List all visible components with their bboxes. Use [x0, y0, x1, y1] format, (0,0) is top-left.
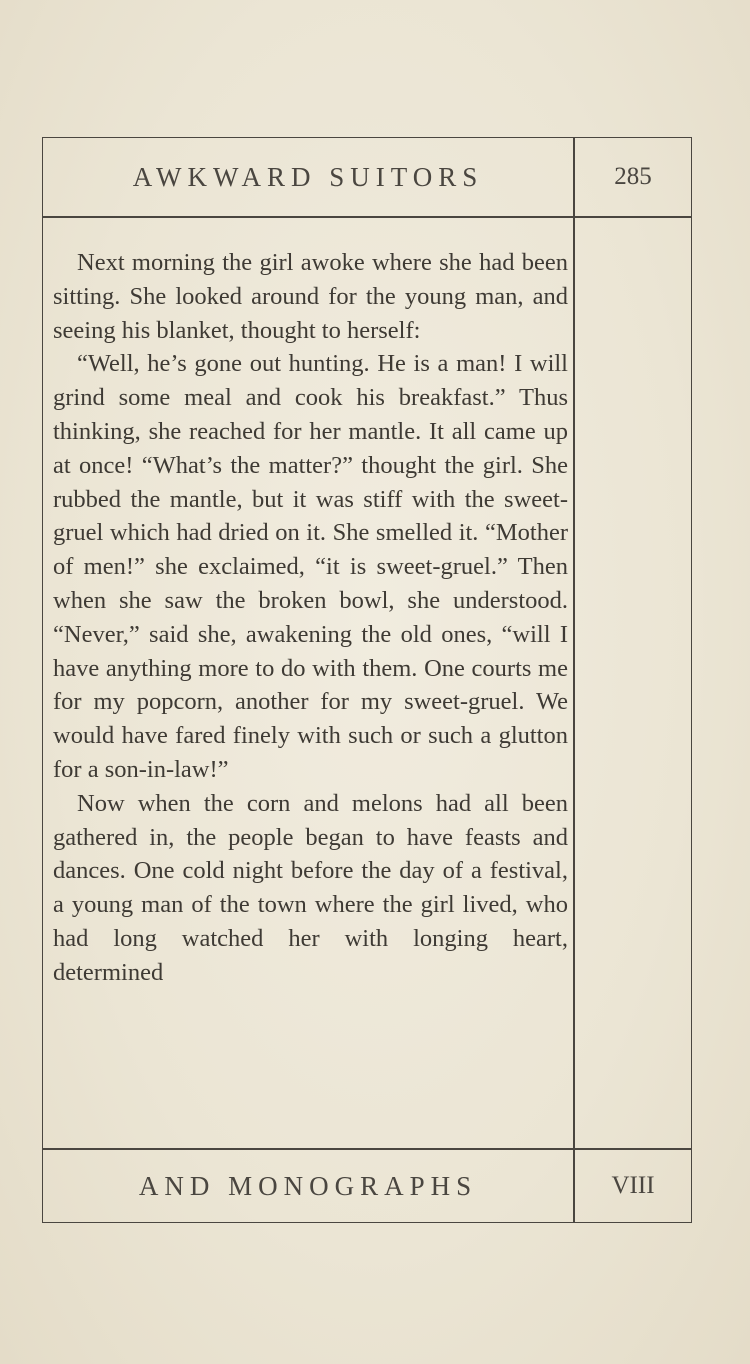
series-title: AND MONOGRAPHS — [138, 1170, 478, 1201]
page-frame — [42, 137, 692, 1223]
body-text — [53, 246, 568, 990]
paragraph-1: Next morning the girl awoke where she had been sitting. She looked around for the young man, and seeing his blanket, thought to herself: — [53, 249, 568, 344]
volume-number: VIII — [611, 1172, 655, 1199]
page-number: 285 — [614, 163, 652, 190]
paragraph-2: “Well, he’s gone out hunting. He is a man! I will grind some meal and cook his breakfast.” Thus thinking, she reached for her mantle. It all came up at once! “What’s the matter?” thought the girl. She rubbed the mantle, but it was stiff with the sweet-gruel which had dried on it. She smelled it. “Mother of men!” she exclaimed, “it is sweet-gruel.” Then when she saw the broken bowl, she understood. “Never,” said she, awakening the old ones, “will I have anything more to do with them. One courts me for my popcorn, another for my sweet-gruel. We would have fared finely with such or such a glutton for a son-in-law!” — [53, 350, 568, 783]
header-rule — [43, 216, 691, 218]
column-divider — [573, 138, 575, 1222]
paragraph-3: Now when the corn and melons had all been gathered in, the people began to have feasts and dances. One cold night before the day of a festival, a young man of the town where the girl lived, who had long watched her with longing heart, determined — [53, 789, 568, 986]
running-title: AWKWARD SUITORS — [132, 161, 484, 192]
